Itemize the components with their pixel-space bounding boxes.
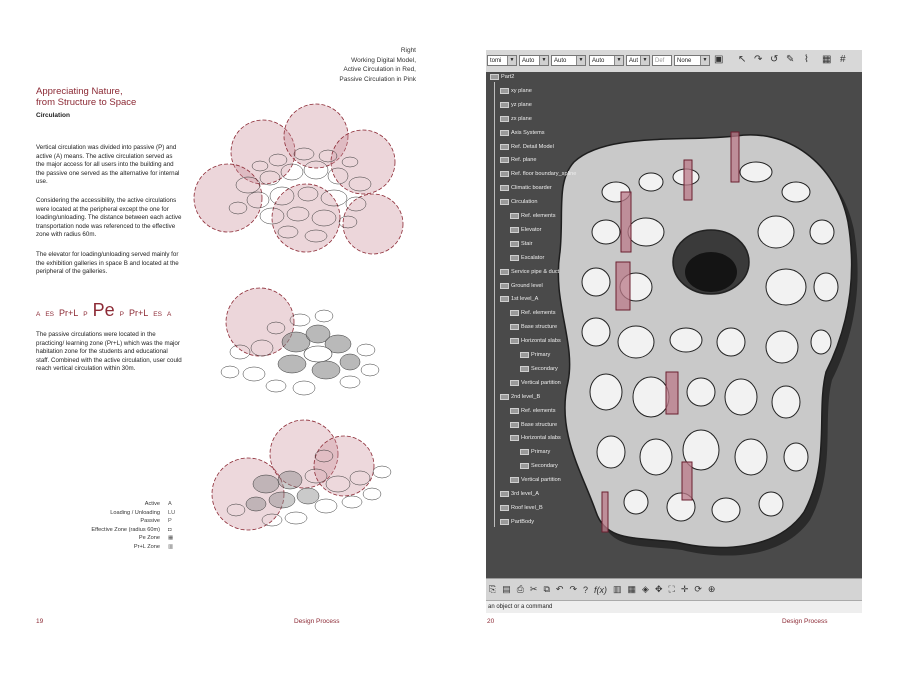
legend-item <box>91 534 178 543</box>
tree-node-icon <box>490 74 499 80</box>
tree-node-icon <box>500 296 509 302</box>
tree-node[interactable] <box>500 185 552 191</box>
circulation-diagram-bottom <box>196 410 426 550</box>
undo-icon[interactable]: ↺ <box>770 54 779 65</box>
tree-node-icon <box>510 380 519 386</box>
cad-bottom-toolbar <box>486 578 862 600</box>
tree-node-icon <box>510 422 519 428</box>
tree-node-icon <box>500 394 509 400</box>
right-page <box>450 0 900 675</box>
filter-combo[interactable] <box>674 55 710 66</box>
tree-node-icon <box>500 491 509 497</box>
tree-node-label: Vertical partition <box>521 379 561 386</box>
tree-node[interactable] <box>500 130 545 136</box>
caption-line: Active Circulation in Red, <box>343 66 416 73</box>
tree-node-label: Climatic boarder <box>511 185 552 192</box>
void-opening <box>304 346 332 362</box>
tree-node[interactable] <box>510 422 557 428</box>
body-paragraph: The elevator for loading/unloading served mainly for the exhibition galleries in space B and located at the peripheral of the galleries. <box>36 251 179 276</box>
tree-node-label: Ground level <box>511 282 543 289</box>
tree-node-icon <box>510 477 519 483</box>
tree-node-icon <box>510 213 519 219</box>
page-title <box>36 86 186 108</box>
save-icon[interactable]: ▤ <box>502 584 511 594</box>
tree-node-label: Base structure <box>521 324 558 331</box>
tree-node-label: Ref. Detail Model <box>511 143 554 150</box>
tree-node[interactable] <box>500 269 559 275</box>
tree-node[interactable] <box>510 213 556 219</box>
tree-node[interactable] <box>500 519 534 525</box>
table-icon[interactable]: ▦ <box>627 584 637 594</box>
legend-label: Loading / Unloading <box>110 509 160 516</box>
caption-line: Right <box>400 47 416 54</box>
circulation-scale-sequence <box>36 300 171 321</box>
arrow-icon[interactable]: ↖ <box>738 54 747 65</box>
tree-node-label: Primary <box>531 449 551 456</box>
tree-node[interactable] <box>500 88 532 94</box>
brush-icon[interactable]: ⌇ <box>804 54 809 65</box>
tree-node-label: 2nd level_B <box>511 393 541 400</box>
legend-item <box>91 526 178 535</box>
effective-zone-circles <box>194 104 403 254</box>
figure-caption <box>276 46 416 84</box>
circulation-diagram-top <box>188 100 428 260</box>
open-icon[interactable]: ⎘ <box>489 584 497 594</box>
legend-label: Passive <box>140 518 160 525</box>
tree-node-label: Vertical partition <box>521 477 561 484</box>
dropdown-arrow-icon[interactable]: ▼ <box>576 56 585 65</box>
section-name: Design Process <box>294 618 340 625</box>
tree-node-icon <box>520 449 529 455</box>
body-paragraph: Considering the accessibility, the active circulations were located at the peripheral except the one for loading/unloading. The distance between each active transportation node was referenced to the effective zone with radius 60m. <box>36 197 182 239</box>
tree-node[interactable] <box>500 296 538 302</box>
cad-window <box>486 50 862 613</box>
tree-node-label: Base structure <box>521 421 558 428</box>
legend-code: LU <box>168 509 176 516</box>
tree-node[interactable] <box>510 435 561 441</box>
tree-node[interactable] <box>500 394 540 400</box>
dropdown-arrow-icon[interactable]: ▼ <box>640 56 649 65</box>
tree-node[interactable] <box>500 491 539 497</box>
tree-node-label: xy plane <box>511 87 532 94</box>
tree-node-icon <box>500 116 509 122</box>
tree-node-icon <box>500 505 509 511</box>
tree-node-label: Circulation <box>511 199 538 206</box>
tree-node[interactable] <box>510 227 542 233</box>
tree-node-icon <box>520 352 529 358</box>
tree-node-label: Horizontal slabs <box>521 435 561 442</box>
undo-icon[interactable]: ↶ <box>555 584 564 594</box>
tree-node-label: Ref. elements <box>521 310 556 317</box>
legend-code: ▦ <box>168 535 174 542</box>
tree-node-icon <box>510 227 519 233</box>
tree-node-label: Secondary <box>531 365 558 372</box>
body-paragraph: Vertical circulation was divided into passive (P) and active (A) means. The active circulation served as the major access for all users into the building and the passive one served as the alternative for internal use. <box>36 144 180 186</box>
tree-node-icon <box>520 463 529 469</box>
tree-node-icon <box>510 255 519 261</box>
legend-label: Pr+L Zone <box>133 543 160 550</box>
tree-node-label: Ref. plane <box>511 157 537 164</box>
combo-value: Auto <box>592 58 605 64</box>
tree-node[interactable] <box>510 408 556 414</box>
tree-node[interactable] <box>500 102 532 108</box>
tree-node-icon <box>510 338 519 344</box>
section-subheading: Circulation <box>36 112 70 119</box>
tree-node-icon <box>510 241 519 247</box>
tree-node-icon <box>500 519 509 525</box>
cube-icon[interactable]: ◈ <box>642 584 649 594</box>
legend-item <box>91 500 178 509</box>
dropdown-arrow-icon[interactable]: ▼ <box>539 56 548 65</box>
tree-node-label: Axis Systems <box>511 129 545 136</box>
tree-node-icon <box>510 435 519 441</box>
scale-label: ES <box>45 311 55 318</box>
tree-node-label: Ref. elements <box>521 407 556 414</box>
scale-label: A <box>36 311 41 318</box>
tree-node-label: Roof level_B <box>511 504 543 511</box>
tree-node-label: Ref. floor boundary_spline <box>511 171 577 178</box>
legend-label: Active <box>144 501 160 507</box>
body-paragraph: The passive circulations were located in the practicing/ learning zone (Pr+L) which was the major habitation zone for the students and educational staff. Combined with the active circulation, user could reach vertical circulation within 30m. <box>36 331 182 373</box>
tree-node[interactable] <box>500 283 543 289</box>
tree-node[interactable] <box>510 310 556 316</box>
measure-icon[interactable]: ✥ <box>654 584 663 594</box>
pan-icon[interactable]: ✛ <box>680 584 689 594</box>
tree-node[interactable] <box>520 366 558 372</box>
dropdown-arrow-icon[interactable]: ▼ <box>507 56 516 65</box>
title-line: Appreciating Nature, <box>36 86 123 97</box>
paint-icon[interactable]: ▣ <box>714 54 724 65</box>
tree-node-label: Secondary <box>531 463 558 470</box>
specification-tree[interactable] <box>486 72 606 582</box>
tree-node-label: zx plane <box>511 115 532 122</box>
tree-node-icon <box>500 157 509 163</box>
layer-combo[interactable] <box>626 55 650 66</box>
scale-label: Pe <box>92 300 115 320</box>
tree-node[interactable] <box>500 199 537 205</box>
rotate-icon[interactable]: ⟳ <box>694 584 702 594</box>
tree-node[interactable] <box>500 157 537 163</box>
tree-node[interactable] <box>500 144 554 150</box>
cad-top-toolbar <box>486 50 862 73</box>
tree-node-label: 1st level_A <box>511 296 539 303</box>
scale-label: P <box>83 311 88 318</box>
tree-node-icon <box>500 185 509 191</box>
tree-node-label: Escalator <box>521 254 545 261</box>
tree-node-icon <box>510 324 519 330</box>
tree-node-label: Service pipe & duct <box>511 268 560 275</box>
command-line[interactable]: an object or a command <box>486 600 862 613</box>
dropdown-arrow-icon[interactable]: ▼ <box>700 56 709 65</box>
title-line: from Structure to Space <box>36 97 137 108</box>
scale-label: Pr+L <box>129 308 149 318</box>
curve-icon[interactable]: ↷ <box>754 54 763 65</box>
tree-node-label: yz plane <box>511 101 532 108</box>
print-icon[interactable]: ⎙ <box>516 584 524 594</box>
hash-icon[interactable]: # <box>840 54 846 65</box>
formula-icon[interactable]: f(x) <box>594 584 608 595</box>
diagram-legend <box>91 500 178 552</box>
tree-node-icon <box>510 310 519 316</box>
tree-node[interactable] <box>490 74 514 80</box>
tree-node[interactable] <box>520 352 550 358</box>
tree-node[interactable] <box>520 449 550 455</box>
tree-node-icon <box>500 88 509 94</box>
tree-node-label: PartBody <box>511 518 535 525</box>
legend-item <box>91 517 178 526</box>
page-number: 20 <box>487 618 495 625</box>
cut-icon[interactable]: ✂ <box>529 584 538 594</box>
copy-icon[interactable]: ⧉ <box>543 584 550 594</box>
color-combo[interactable] <box>519 55 549 66</box>
tree-node[interactable] <box>510 241 533 247</box>
catalog-icon[interactable]: ▥ <box>613 584 622 594</box>
scale-label: P <box>119 311 124 318</box>
fit-all-icon[interactable]: ⛶ <box>668 584 675 594</box>
tree-node-label: Primary <box>531 352 551 358</box>
linetype-combo[interactable] <box>551 55 586 66</box>
legend-code: P <box>168 518 172 525</box>
tree-node-icon <box>500 102 509 108</box>
tree-connector-line <box>494 82 495 527</box>
legend-item <box>91 509 178 518</box>
dropdown-arrow-icon[interactable]: ▼ <box>614 56 623 65</box>
tree-node-icon <box>500 283 509 289</box>
tree-node-icon <box>500 144 509 150</box>
combo-value: None <box>677 58 692 64</box>
grid-icon[interactable]: ▦ <box>822 54 832 65</box>
zoom-icon[interactable]: ⊕ <box>707 584 716 594</box>
display-combo[interactable] <box>487 55 517 66</box>
tree-node[interactable] <box>510 338 561 344</box>
tree-node-label: Stair <box>521 240 533 247</box>
tree-node-icon <box>520 366 529 372</box>
tree-node[interactable] <box>510 324 557 330</box>
page-number: 19 <box>36 618 44 625</box>
caption-line: Working Digital Model, <box>351 56 416 64</box>
tree-node-label: Ref. elements <box>521 213 556 219</box>
combo-value: tomi <box>490 58 502 64</box>
tree-node-label: Horizontal slabs <box>521 338 561 345</box>
pencil-icon[interactable]: ✎ <box>786 54 795 65</box>
tree-node-label: 3rd level_A <box>511 491 539 497</box>
tree-node-icon <box>500 269 509 275</box>
legend-label: Effective Zone (radius 60m) <box>91 526 160 533</box>
scale-label: A <box>166 311 172 318</box>
section-name: Design Process <box>782 618 828 625</box>
tree-node-label: Elevator <box>521 226 542 233</box>
tree-node[interactable] <box>520 463 558 469</box>
scale-label: Pr+L <box>59 308 79 318</box>
legend-code: A <box>168 501 172 507</box>
tree-node[interactable] <box>500 171 576 177</box>
scale-label: ES <box>153 311 162 318</box>
combo-value: Def <box>655 58 665 64</box>
tree-node[interactable] <box>510 380 561 386</box>
legend-code: ◘ <box>168 526 172 533</box>
circulation-diagram-middle <box>200 282 400 412</box>
legend-code: ▥ <box>168 543 174 550</box>
tree-node[interactable] <box>510 477 561 483</box>
tree-node[interactable] <box>500 505 543 511</box>
tree-node-label: Part2 <box>501 74 515 80</box>
redo-icon[interactable]: ↷ <box>569 584 577 594</box>
tree-node-icon <box>500 199 509 205</box>
tree-node[interactable] <box>500 116 532 122</box>
disabled-combo <box>652 55 672 66</box>
combo-value: Auto <box>554 58 567 64</box>
caption-line: Passive Circulation in Pink <box>339 75 416 83</box>
tree-node-icon <box>500 171 509 177</box>
legend-item <box>91 543 178 552</box>
question-icon[interactable]: ? <box>583 584 589 595</box>
tree-node-icon <box>500 130 509 136</box>
tree-node-icon <box>510 408 519 414</box>
linewidth-combo[interactable] <box>589 55 624 66</box>
combo-value: Auto <box>522 58 535 64</box>
legend-label: Pe Zone <box>138 535 160 542</box>
combo-value: Aut <box>629 58 639 64</box>
tree-node[interactable] <box>510 255 544 261</box>
